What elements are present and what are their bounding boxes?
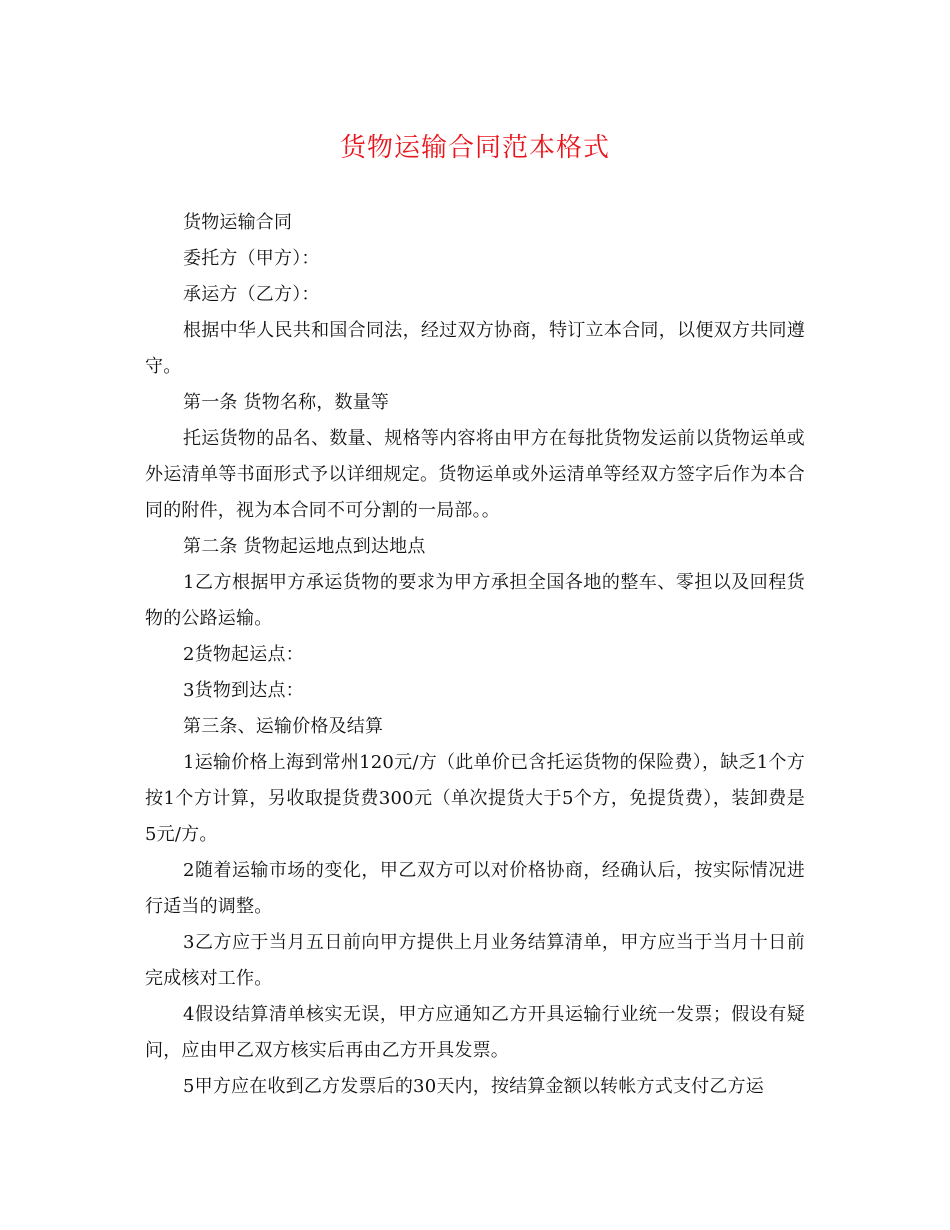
paragraph-article-3-title: 第三条、运输价格及结算 [183, 716, 384, 737]
paragraph-preamble: 根据中华人民共和国合同法，经过双方协商，特订立本合同，以便双方共同遵守。 [145, 320, 805, 377]
paragraph-article-2-item-2: 2货物起运点： [183, 644, 304, 665]
paragraph-party-b: 承运方（乙方）： [183, 284, 320, 305]
document-body [145, 205, 805, 1105]
paragraph-article-3-item-2: 2随着运输市场的变化，甲乙双方可以对价格协商，经确认后，按实际情况进行适当的调整。 [145, 860, 805, 917]
paragraph-article-3-item-4: 4假设结算清单核实无误，甲方应通知乙方开具运输行业统一发票；假设有疑问，应由甲乙双方核实后再由乙方开具发票。 [145, 1004, 805, 1061]
paragraph-article-2-item-1: 1乙方根据甲方承运货物的要求为甲方承担全国各地的整车、零担以及回程货物的公路运输。 [145, 572, 805, 629]
paragraph-article-3-item-3: 3乙方应于当月五日前向甲方提供上月业务结算清单，甲方应当于当月十日前完成核对工作。 [145, 932, 805, 989]
paragraph-article-2-item-3: 3货物到达点： [183, 680, 304, 701]
paragraph-article-2-title: 第二条 货物起运地点到达地点 [183, 536, 426, 557]
paragraph-article-3-item-1: 1运输价格上海到常州120元/方（此单价已含托运货物的保险费），缺乏1个方按1个方计算，另收取提货费300元（单次提货大于5个方，免提货费），装卸费是5元/方。 [145, 752, 805, 845]
paragraph-article-3-item-5: 5甲方应在收到乙方发票后的30天内，按结算金额以转帐方式支付乙方运 [183, 1076, 764, 1097]
paragraph-article-1-title: 第一条 货物名称，数量等 [183, 392, 390, 413]
paragraph-article-1-body: 托运货物的品名、数量、规格等内容将由甲方在每批货物发运前以货物运单或外运清单等书面形式予以详细规定。货物运单或外运清单等经双方签字后作为本合同的附件，视为本合同不可分割的一局部。。 [145, 428, 805, 521]
paragraph-party-a: 委托方（甲方）： [183, 248, 320, 269]
document-title: 货物运输合同范本格式 [339, 133, 610, 163]
paragraph-heading: 货物运输合同 [183, 212, 293, 233]
